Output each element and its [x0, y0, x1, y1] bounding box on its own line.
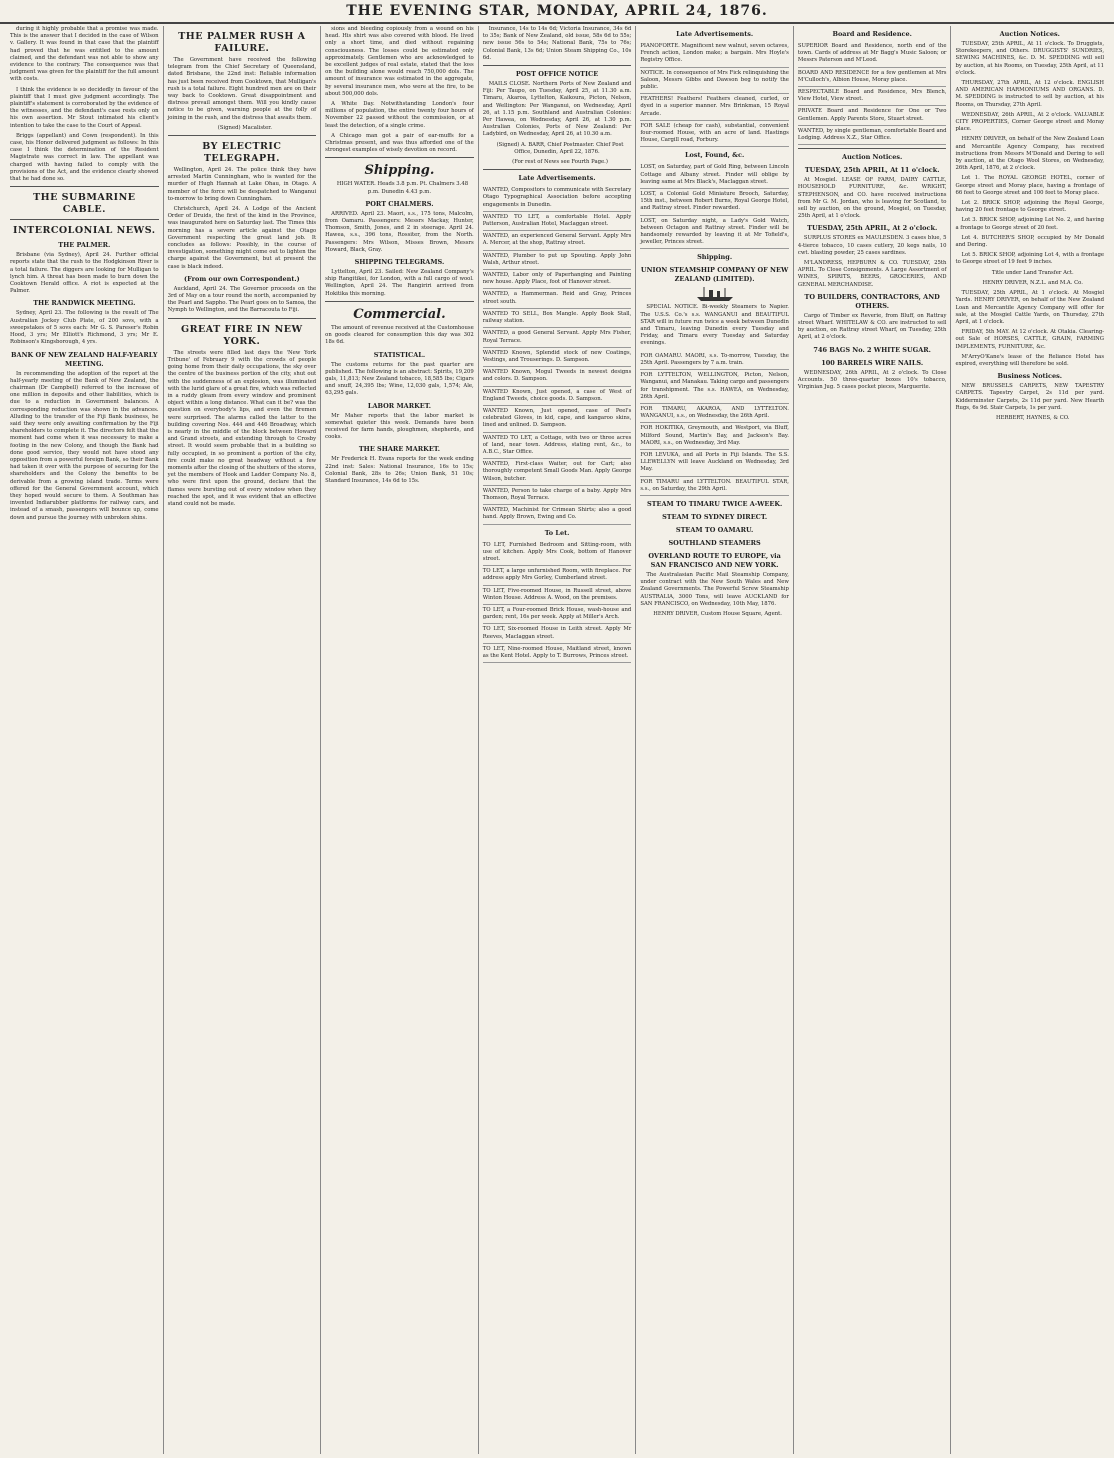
- column-1: [6, 26, 164, 1454]
- article-heading: UNION STEAMSHIP COMPANY OF NEW ZEALAND (LIMITED).: [640, 266, 789, 284]
- article-heading: SOUTHLAND STEAMERS: [668, 538, 761, 547]
- article-text: M'LANDRESS, HEPBURN & CO. TUESDAY, 25th APRIL. To Close Consignments. A Large Assortment of WINES, SPIRITS, BEERS, GROCERIES, AND GENERAL MERCHANDISE.: [797, 260, 947, 288]
- note: (For rest of News see Fourth Page.): [512, 159, 608, 166]
- section-heading: BY ELECTRIC TELEGRAPH.: [202, 141, 282, 165]
- section-heading: Late Advertisements.: [676, 30, 754, 38]
- section-heading: THE PALMER RUSH A FAILURE.: [178, 31, 306, 54]
- article-text: SPECIAL NOTICE. Bi-weekly Steamers to Napier. The U.S.S. Co.'s s.s. WANGANUI and BEAUTIFUL STAR will in future run twice a week between Dunedin and Timaru, leaving Dunedin every Tuesday and Friday, and Timaru every Tuesday and Saturday evenings.: [640, 304, 789, 347]
- signature: HERBERT, HAYNES, & CO.: [996, 414, 1070, 421]
- section-heading: GREAT FIRE IN NEW YORK.: [181, 323, 303, 347]
- article-text: Mr Frederick H. Evans reports for the week ending 22nd inst: Sales: National Insurance, 16s to 15s; Colonial Bank, 28s to 26s; Union Bank, 51 10s; Standard Insurance, 14s 6d to 15s.: [325, 456, 474, 484]
- classified-ad: FOR LEVUKA, and all Ports in Fiji Islands. The S.S. LLEWELLYN will leave Auckland on Wednesday, 3rd May.: [640, 450, 789, 477]
- column-4: [479, 26, 637, 1454]
- divider: [168, 135, 317, 136]
- article-text: Mr Maher reports that the labor market is somewhat quieter this week. Demands have been received for farm hands, ploughmen, shepherds, and cooks.: [325, 412, 474, 441]
- article-text: Lot 3. BRICK SHOP, adjoining Lot No. 2, and having a frontage to George street of 20 feet.: [955, 217, 1105, 231]
- section-heading: Shipping.: [364, 163, 435, 179]
- section-heading: Commercial.: [353, 306, 446, 322]
- article-heading: STATISTICAL.: [373, 350, 426, 359]
- divider: [798, 148, 947, 149]
- article-text: Wellington, April 24. The police think they have arrested Martin Cunningham, who is wanted for the murder of Hugh Hannah at Lake Ohau, in Otago. A member of the force will be despatched to Wanganui to-morrow to bring down Cunningham.: [167, 167, 317, 202]
- classified-ad: WANTED, Person to take charge of a baby. Apply Mrs Thomson, Royal Terrace.: [483, 486, 632, 505]
- classified-ad: NOTICE. In consequence of Mrs Fick relinquishing the Saloon, Messrs Gibbs and Dawson beg to notify the public.: [640, 68, 789, 95]
- section-heading: Auction Notices.: [842, 153, 903, 162]
- article-heading: STEAM TO SYDNEY DIRECT.: [662, 512, 768, 521]
- section-heading: INTERCOLONIAL NEWS.: [13, 225, 156, 237]
- classified-ad: PRIVATE Board and Residence for One or Two Gentlemen. Apply Parents Store, Stuart street.: [798, 106, 947, 125]
- article-heading: (From our own Correspondent.): [184, 274, 300, 283]
- article-heading: LABOR MARKET.: [367, 401, 431, 410]
- classified-ad: FOR HOKITIKA, Greymouth, and Westport, via Bluff, Milford Sound, Martin's Bay, and Jackson's Bay. MAORI, s.s., on Wednesday, 3rd May.: [640, 423, 789, 450]
- article-text: Brisbane (via Sydney), April 24. Further official reports state that the rush to the Hodgkinson River is a total failure. The diggers are looking for Mulligan to lynch him. A threat has been made to burn down the Cooktown Herald office. A riot is expected at the Palmer.: [10, 252, 159, 295]
- ad-list: [640, 351, 789, 496]
- classified-ad: TO LET, a large unfurnished Room, with fireplace. For address apply Mrs Gorley, Cumberland street.: [483, 566, 632, 585]
- article-text: Briggs (appellant) and Cown (respondent). In this case, his Honor delivered judgment as follows: In this case I think the determination of the Resident Magistrate was correct in law. The appellant was charged with having failed to comply with the provisions of the Act, and the evidence clearly showed that he had done so.: [10, 132, 159, 183]
- section-heading: Lost, Found, &c.: [684, 151, 745, 160]
- article-text: Cargo of Timber ex Reverie, from Bluff, on Rattray street Wharf. WHITELAW & CO. are instructed to sell by auction, on Rattray street Wharf, on Tuesday, 25th April, at 2 o'clock.: [797, 312, 947, 341]
- article-text: Lot 2. BRICK SHOP, adjoining the Royal George, having 20 feet frontage to George street.: [955, 200, 1105, 214]
- classified-ad: WANTED, Labor only of Paperhanging and Painting new house. Apply Place, foot of Hanover street.: [483, 270, 632, 289]
- article-heading: THE SHARE MARKET.: [358, 445, 441, 454]
- classified-ad: LOST, on Saturday, part of Gold Ring, between Lincoln Cottage and Albany street. Finder will oblige by leaving same at Mrs Black's, Maclaggan street.: [640, 162, 789, 189]
- classified-ad: WANTED, Compositors to communicate with Secretary Otago Typographical Association before accepting engagements in Dunedin.: [483, 185, 632, 212]
- article-heading: TUESDAY, 25th APRIL, At 2 o'clock.: [807, 224, 938, 233]
- article-text: HENRY DRIVER, on behalf of the New Zealand Loan and Mercantile Agency Company, has received instructions from Messrs M'Donald and Dering to sell by auction, at the Otago Wool Stores, on Wednesday, 26th April, 1876, at 2 o'clock.: [955, 136, 1105, 172]
- ad-list: [483, 540, 632, 664]
- article-text: sions and bleeding copiously from a wound on his head. His shirt was also covered with blood. He lived only a short time, and died without regaining consciousness. The losses could be estimated only approximately. Gentlemen who are acknowledged to be excellent judges of real estate, stated that the loss on the building alone would reach 750,000 dols. The amount of insurance was estimated in the aggregate, by several insurance men, who were at the fire, to be about 500,000 dols.: [325, 26, 474, 97]
- masthead-title: THE EVENING STAR, MONDAY, APRIL 24, 1876.: [346, 3, 768, 19]
- classified-ad: WANTED Known, Mogul Tweeds in newest designs and colors. D. Sampson.: [483, 367, 632, 386]
- section-heading: Business Notices.: [997, 372, 1063, 381]
- ad-list: [798, 41, 947, 145]
- article-text: ARRIVED. April 23. Maori, s.s., 175 tons, Malcolm, from Oamaru. Passengers: Messrs Mackay, Hunter, Thomson, Smith, Jones, and 2 in steerage. April 24. Hawea, s.s., 396 tons, Rossiter, from the North. Passengers: Mrs Wilson, Misses Brown, Messrs Howard, Black, Gray.: [325, 210, 474, 253]
- tide-table: HIGH WATER. Heads 3.8 p.m. Pt. Chalmers 3.48 p.m. Dunedin 4.43 p.m.: [336, 181, 469, 195]
- classified-ad: TO LET, Nine-roomed House, Maitland street, known as the Kent Hotel. Apply to T. Burrows, Princes street.: [483, 644, 632, 663]
- article-text: Auckland, April 24. The Governor proceeds on the 3rd of May on a tour round the north, accompanied by the Pearl and Sappho. The Pearl goes on to Samoa, the Nymph to Wellington, and the Barracouta to Fiji.: [167, 285, 317, 314]
- article-heading: SHIPPING TELEGRAMS.: [354, 258, 445, 267]
- article-text: In recommending the adoption of the report at the half-yearly meeting of the Bank of New Zealand, the chairman (Dr Campbell) referred to the increase of one million in deposits and other liabilities, which is due to a reduction in Government balances. A corresponding reduction was shown in the advances. Alluding to the transfer of the Fiji Bank business, he said they were only awaiting confirmation by the Fiji shareholders to complete it. The directors felt that the moment had come when it was necessary to make a footing in the new Colony, and though the Bank had done good service, they would not have stood any opposition from a powerful foreign Bank, so their Bank had taken it over with the purpose of securing for the shareholders and the Colony the benefits to be derivable from a growing island trade. Terms were offered for the General Government account, which they hoped would secure to them. A Southman has invented Indiarubber platforms for railway cars, and instead of a smash, passengers will bounce up, come down and pursue the journey with unbroken shins.: [10, 370, 159, 521]
- classified-ad: WANTED Known, Splendid stock of new Coatings, Vestings, and Trouserings. D. Sampson.: [483, 348, 632, 367]
- article-text: The amount of revenue received at the Customhouse on goods cleared for consumption this day was 302 18s 6d.: [325, 324, 474, 346]
- article-text: The Government have received the following telegram from the Chief Secretary of Queensland, dated Brisbane, the 22nd inst: Reliable information has just been received from Cooktown, that Mulligan's rush is a total failure. Eight hundred men are on their way back to Cooktown. Great disappointment and distress prevail amongst them. Will you kindly cause notice to be given, warning people at the folly of joining in the rush, and the distress that awaits them.: [167, 57, 317, 121]
- article-text: Sydney, April 23. The following is the result of The Australian Jockey Club Plate, of 200 sovs, with a sweepstakes of 5 sovs each: Mr G. S. Pareser's Robin Hood, 3 yrs; Mr Elliott's Richmond, 3 yrs; Mr E. Robinson's Kingsborough, 4 yrs.: [10, 310, 159, 346]
- article-text: At Mosgiel. LEASE OF FARM, DAIRY CATTLE, HOUSEHOLD FURNITURE, &c. WRIGHT, STEPHENSON, and CO. have received instructions from Mr G. M. Jordan, who is leaving for Scotland, to sell by auction, on the ground, Mosgiel, on Tuesday, 25th April, at 1 o'clock.: [797, 177, 947, 220]
- section-heading: Shipping.: [697, 253, 733, 262]
- columns: [6, 26, 1108, 1454]
- article-text: The Australasian Pacific Mail Steamship Company, under contract with the New South Wales and New Zealand Governments. The Powerful Screw Steamship AUSTRALIA, 3000 Tons, will leave AUCKLAND for SAN FRANCISCO, on Wednesday, 10th May, 1876.: [640, 571, 789, 607]
- article-text: WEDNESDAY, 26th APRIL, At 2 o'clock. To Close Accounts. 50 three-quarter boxes 10's tobacco, Virginian Jug. 5 cases pocket pieces, Marguerite.: [797, 369, 947, 391]
- classified-ad: LOST, on Saturday night, a Lady's Gold Watch, between Octagon and Rattray street. Finder will be handsomely rewarded by leaving it at Mr Tofield's, jeweller, Princes street.: [640, 216, 789, 250]
- article-text: TUESDAY, 25th APRIL, At 1 o'clock. At Mosgiel Yards. HENRY DRIVER, on behalf of the New Zealand Loan and Mercantile Agency Company will offer for sale, at the Mosgiel Cattle Yards, on Thursday, 27th April, at 1 o'clock.: [955, 290, 1105, 325]
- classified-ad: WANTED, an experienced General Servant. Apply Mrs A. Mercer, at the shop, Rattray street.: [483, 231, 632, 250]
- divider: [325, 157, 474, 158]
- column-2: [164, 26, 322, 1454]
- signature: HENRY DRIVER, Custom House Square, Agent.: [653, 610, 782, 617]
- classified-ad: WANTED Known, Just opened, a case of West of England Tweeds, choice goods. D. Sampson.: [483, 387, 632, 406]
- classified-ad: WANTED, by single gentleman, comfortable Board and Lodging. Address X.Z., Star Office.: [798, 126, 947, 145]
- signature: (Signed) A. BARR, Chief Postmaster. Chief Post Office, Dunedin, April 22, 1876.: [496, 141, 624, 155]
- article-text: SURPLUS STORES ex MAULESDEN. 3 cases blue, 5 4-tierce tobacco, 10 cases cutlery, 20 kegs nails, 10 cwt. blasting powder, 25 cases sardines.: [797, 235, 947, 256]
- article-heading: STEAM TO OAMARU.: [675, 525, 754, 534]
- article-heading: POST OFFICE NOTICE: [515, 70, 599, 79]
- signature: (Signed) Macalister.: [217, 124, 272, 131]
- article-text: TUESDAY, 25th APRIL, At 11 o'clock. To Druggists, Storekeepers, and Others. DRUGGISTS' SUNDRIES, SEWING MACHINES, &c. D. M. SPEDDING will sell by auction, at his Rooms, on Tuesday, 25th April, at 11 o'clock.: [955, 41, 1105, 76]
- classified-ad: WANTED Known, Just opened, case of Peel's celebrated Gloves, in kid, cape, and kangaroo skins, lined and unlined. D. Sampson.: [483, 406, 632, 433]
- article-text: MAILS CLOSE. Northern Ports of New Zealand and Fiji: Per Taupo, on Tuesday, April 25, at 11.30 a.m. Timaru, Akaroa, Lyttelton, Kaikoura, Picton, Nelson, and Wellington: Per Wanganui, on Wednesday, April 26, at 1.15 p.m. Southland and Australian Colonies: Per Hawea, on Wednesday, April 26, at 1.30 p.m. Australian Colonies, Ports of New Zealand: Per Ladybird, on Wednesday, April 26, at 10.30 a.m.: [482, 81, 632, 138]
- section-heading: THE SUBMARINE CABLE.: [33, 192, 136, 216]
- article-text: WEDNESDAY, 26th APRIL, At 2 o'clock. VALUABLE CITY PROPERTIES, Corner George street and Moray place.: [955, 111, 1105, 133]
- article-heading: PORT CHALMERS.: [365, 199, 434, 208]
- article-text: M'ArryO'Kane's lease of the Reliance Hotel has expired, everything will therefore be sold.: [955, 353, 1105, 367]
- classified-ad: FOR TIMARU, AKAROA, AND LYTTELTON. WANGANUI, s.s., on Wednesday, the 26th April.: [640, 404, 789, 423]
- article-text: Lot 1. The ROYAL GEORGE HOTEL, corner of George street and Moray place, having a frontage of 66 feet to George street and 100 feet to Moray place.: [955, 175, 1105, 196]
- classified-ad: TO LET, Six-roomed House in Leith street. Apply Mr Reeves, Maclaggan street.: [483, 624, 632, 643]
- article-text: A White Day. Notwithstanding London's four millions of population, the entire twenty four hours of November 22 passed without the commission, or at least the detection, of a single crime.: [325, 101, 474, 129]
- section-heading: Late Advertisements.: [518, 174, 596, 183]
- classified-ad: TO LET, a Four-roomed Brick House, wash-house and garden; rent, 16s per week. Apply at Miller's Arch.: [483, 605, 632, 624]
- section-heading: To Let.: [544, 528, 570, 537]
- article-text: Insurance, 14s to 14s 6d; Victoria Insurance, 34s 6d to 35s; Bank of New Zealand, old issue, 58s 6d to 55s; new issue 56s to 54s; National Bank, 75s to 76s; Colonial Bank, 13s 6d; Union Steam Shipping Co., 10s 6d.: [482, 26, 632, 61]
- classified-ad: WANTED TO LET, a Cottage, with two or three acres of land, near town. Address, stating rent, &c., to A.B.C., Star Office.: [483, 433, 632, 460]
- article-text: I think the evidence is so decidedly in favour of the plaintiff that I must give judgment accordingly. The plaintiff's statement is corroborated by the evidence of the witnesses, and the defendant's case rests only on his own assertion. Mr Stout intimated his client's intention to take the case to the Court of Appeal.: [10, 86, 159, 129]
- article-text: Lot 4. BUTCHER'S SHOP, occupied by Mr Donald and Dering.: [955, 234, 1105, 249]
- column-3: [321, 26, 479, 1454]
- classified-ad: RESPECTABLE Board and Residence, Mrs Blench, View Hotel, View street.: [798, 87, 947, 106]
- steamship-icon: [695, 286, 735, 302]
- article-text: Lyttelton, April 23. Sailed: New Zealand Company's ship Rangitikei, for London, with a full cargo of wool. Wellington, April 24. The Rangiriri arrived from Hokitika this morning.: [325, 269, 474, 297]
- classified-ad: PIANOFORTE. Magnificent new walnut, seven octaves, French action, London make; a bargain. Mrs Hoyle's Registry Office.: [640, 41, 789, 68]
- classified-ad: FOR TIMARU and LYTTELTON. BEAUTIFUL STAR, s.s., on Saturday, the 29th April.: [640, 477, 789, 496]
- classified-ad: WANTED, a Hammerman. Reid and Gray, Princes street south.: [483, 289, 632, 308]
- divider: [483, 65, 632, 66]
- article-heading: 100 BARRELS WIRE NAILS.: [821, 358, 924, 367]
- divider: [483, 169, 632, 170]
- classified-ad: LOST, a Colonial Gold Miniature Brooch, Saturday, 15th inst., between Robert Burns, Royal George Hotel, and Rattray street. Finder rewarded.: [640, 189, 789, 216]
- article-text: Lot 5. BRICK SHOP, adjoining Lot 4, with a frontage to George street of 19 feet 9 inches.: [955, 252, 1105, 266]
- classified-ad: TO LET, Five-roomed House, in Russell street, above Winton House. Address A. Wood, on the premises.: [483, 586, 632, 605]
- article-heading: OVERLAND ROUTE TO EUROPE, via SAN FRANCISCO AND NEW YORK.: [648, 551, 781, 569]
- classified-ad: FOR SALE (cheap for cash), substantial, convenient four-roomed House, with an acre of land. Hastings House, Cargill road, Forbury.: [640, 121, 789, 148]
- ad-list: [640, 41, 789, 147]
- classified-ad: WANTED TO LET, a comfortable Hotel. Apply Patterson, Australian Hotel, Maclaggan street.: [483, 212, 632, 231]
- column-7: [951, 26, 1108, 1454]
- classified-ad: WANTED, Plumber to put up Spouting. Apply John Walsh, Arthur street.: [483, 251, 632, 270]
- article-heading: BANK OF NEW ZEALAND HALF-YEARLY MEETING.: [11, 350, 158, 368]
- ad-list: [483, 185, 632, 524]
- ad-list: [640, 162, 789, 249]
- article-text: The customs returns for the past quarter are published. The following is an abstract: Spirits, 19,209 gals, 11,813; New Zealand tobacco, 18,585 lbs; Cigars and snuff, 24,395 lbs; Wine, 12,030 gals, 1,574; Ale, 63,295 gals.: [325, 361, 474, 397]
- classified-ad: WANTED, First-class Waiter, out for Cart; also thoroughly competent Small Goods Man. Apply George Wilson, butcher.: [483, 459, 632, 486]
- article-heading: 746 BAGS No. 2 WHITE SUGAR.: [813, 345, 931, 354]
- article-heading: THE RANDWICK MEETING.: [33, 299, 136, 308]
- classified-ad: TO LET, Furnished Bedroom and Sitting-room, with use of kitchen. Apply Mrs Cook, bottom of Hanover street.: [483, 540, 632, 567]
- article-text: FRIDAY, 5th MAY. At 12 o'clock. At Otakia. Clearing-out Sale of HORSES, CATTLE, GRAIN, FARMING IMPLEMENTS, FURNITURE, &c.: [955, 329, 1105, 350]
- column-6: [794, 26, 952, 1454]
- classified-ad: SUPERIOR Board and Residence, north end of the town. Cards of address at Mr Bagg's Music Saloon; or Messrs Paterson and M'Leod.: [798, 41, 947, 68]
- divider: [10, 219, 159, 220]
- article-text: THURSDAY, 27th APRIL, At 12 o'clock. ENGLISH AND AMERICAN HARMONIUMS AND ORGANS. D. M. SPEDDING is instructed to sell by auction, at his Rooms, on Thursday, 27th April.: [955, 80, 1105, 108]
- classified-ad: FOR OAMARU. MAORI, s.s. To-morrow, Tuesday, the 25th April. Passengers by 7 a.m. train.: [640, 351, 789, 370]
- classified-ad: FEATHERS! Feathers! Feathers cleaned, curled, or dyed in a superior manner. Mrs Brinkman, 15 Royal Arcade.: [640, 94, 789, 121]
- signature: HENRY DRIVER, N.Z.L. and M.A. Co.: [982, 279, 1083, 286]
- article-text: A Chicago man got a pair of ear-muffs for a Christmas present, and was thus afforded one of the strongest examples of wisely devotion on record.: [325, 132, 474, 154]
- article-heading: TUESDAY, 25th APRIL, At 11 o'clock.: [804, 166, 940, 175]
- classified-ad: WANTED, Machinist for Crimean Shirts; also a good hand. Apply Brown, Ewing and Co.: [483, 505, 632, 524]
- column-5: [636, 26, 794, 1454]
- classified-ad: WANTED, a good General Servant. Apply Mrs Fisher, Royal Terrace.: [483, 328, 632, 347]
- divider: [10, 186, 159, 187]
- classified-ad: BOARD AND RESIDENCE for a few gentlemen at Mrs M'Culloch's, Albion House, Moray place.: [798, 68, 947, 87]
- article-text: Christchurch, April 24. A Lodge of the Ancient Order of Druids, the first of the kind in the Province, was inaugurated here on Saturday last. The Times this morning has a severe article against the Otago Government respecting the great land job. It concludes as follows: Possibly, in the course of investigation, something might come out to lighten the charge against the Government, but at present the case is black indeed.: [167, 206, 317, 270]
- divider: [325, 301, 474, 302]
- article-text: The streets were filled last days the 'New York Tribune' of February 9 with the crowds of people going home from their daily occupations, the sky over the centre of the business portion of the city, shut out with the suddenness of an explosion, was illuminated with the lurid glare of a great fire, which was reflected in a ruddy gleam from every window and prominent object within a long distance. What can it be? was the question on everybody's lips, and even the firemen were surprised. The alarms called the latter to the building covering Nos. 444 and 446 Broadway, which is nearly in the middle of the block between Howard and Grand streets, and extending through to Crosby street. It would seem probable that in a building so fully occupied, in so prominent a portion of the city, fire could make no great headway without a few moments after the closing of the shutters of the stores, yet the members of Hook and Ladder Company No. 8, who were first upon the ground, declare that the flames were bursting out of every window when they reached the spot, and it was evident that an effective stand could not be made.: [167, 349, 317, 507]
- classified-ad: FOR LYTTELTON, WELLINGTON, Picton, Nelson, Wanganui, and Manakau. Taking cargo and passengers for transhipment. The s.s. HAWEA, on Wednesday, 26th April.: [640, 370, 789, 404]
- article-heading: TO BUILDERS, CONTRACTORS, AND OTHERS.: [804, 292, 940, 310]
- article-text: during it highly probable that a promise was made. This is the answer that I decided in the case of Wilson v. Gallery. It was found in that case that the plaintiff had proved that he was entitled to the amount claimed, and the defendant was not able to show any evidence to the contrary. The consequence was that judgment was given for the plaintiff for the full amount with costs.: [10, 26, 159, 83]
- article-heading: STEAM TO TIMARU TWICE A-WEEK.: [646, 499, 783, 508]
- divider: [168, 318, 317, 319]
- article-text: NEW BRUSSELS CARPETS, NEW TAPESTRY CARPETS. Tapestry Carpet, 2s 11d per yard. Kidderminster Carpets, 2s 11d per yard. New Hearth Rugs, 6s 9d. Stair Carpets, 1s per yard.: [955, 383, 1105, 411]
- masthead: [0, 0, 1114, 24]
- classified-ad: WANTED TO SELL, Box Mangle. Apply Book Stall, railway station.: [483, 309, 632, 328]
- section-heading: Board and Residence.: [832, 30, 912, 38]
- section-heading: Auction Notices.: [999, 30, 1060, 38]
- note: Title under Land Transfer Act.: [991, 269, 1074, 276]
- article-heading: THE PALMER.: [58, 241, 111, 250]
